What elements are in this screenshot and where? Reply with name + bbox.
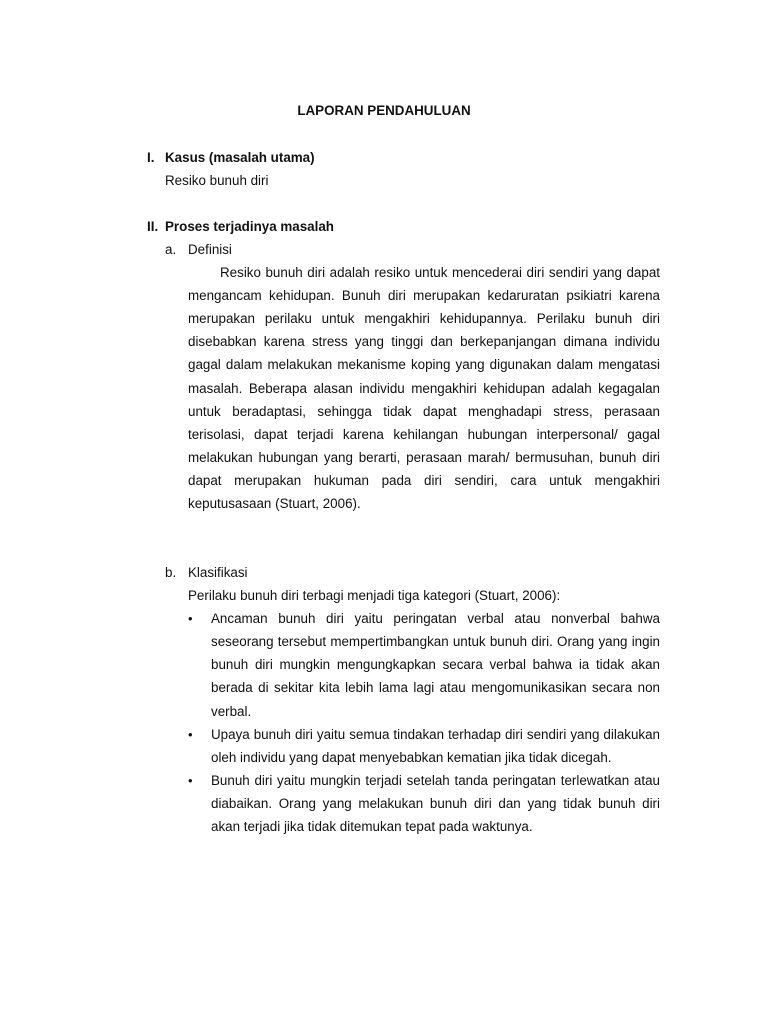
- document-title: LAPORAN PENDAHULUAN: [297, 103, 471, 118]
- bullet-icon: •: [188, 726, 193, 742]
- list-item-text: Upaya bunuh diri yaitu semua tindakan terhadap diri sendiri yang dilakukan oleh individu yang dapat menyebabkan kematian jika tidak dicegah.: [211, 726, 660, 765]
- subsection-heading: Klasifikasi: [188, 565, 248, 580]
- section-number: II.: [147, 219, 159, 234]
- section-heading: Kasus (masalah utama): [165, 150, 315, 165]
- list-item: [188, 769, 660, 838]
- classification-list: [188, 607, 660, 838]
- bullet-icon: •: [188, 611, 193, 627]
- list-item: [188, 723, 660, 769]
- subsection-heading-row: [165, 238, 660, 261]
- subsection-definisi: [165, 238, 660, 515]
- subsection-klasifikasi: [165, 561, 660, 838]
- section-kasus: [147, 148, 667, 191]
- subsection-letter: a.: [165, 242, 177, 257]
- section-heading-row: [147, 217, 667, 237]
- subsection-heading-row: [165, 561, 660, 584]
- list-item-text: Bunuh diri yaitu mungkin terjadi setelah tanda peringatan terlewatkan atau diabaikan. Orang yang melakukan bunuh diri dan yang tidak bunuh diri akan terjadi jika tidak ditemukan tepat pada waktunya.: [211, 772, 660, 835]
- classification-lead-text: Perilaku bunuh diri terbagi menjadi tiga kategori (Stuart, 2006):: [188, 588, 561, 604]
- subsection-heading: Definisi: [188, 242, 232, 257]
- list-item: [188, 607, 660, 722]
- section-proses: [147, 217, 667, 237]
- section-heading-row: [147, 148, 667, 168]
- definition-paragraph: Resiko bunuh diri adalah resiko untuk mencederai diri sendiri yang dapat mengancam kehidupan. Bunuh diri merupakan kedaruratan psikiatri karena merupakan perilaku untuk mengakhiri kehidupannya. Perilaku bunuh diri disebabkan karena stress yang tinggi dan berkepanjangan dimana individu gagal dalam melakukan mekanisme koping yang digunakan dalam mengatasi masalah. Beberapa alasan individu mengakhiri kehidupan adalah kegagalan untuk beradaptasi, sehingga tidak dapat menghadapi stress, perasaan terisolasi, dapat terjadi karena kehilangan hubungan interpersonal/ gagal melakukan hubungan yang berarti, perasaan marah/ bermusuhan, bunuh diri dapat merupakan hukuman pada diri sendiri, cara untuk mengakhiri keputusasaan (Stuart, 2006).: [188, 265, 660, 512]
- section-heading: Proses terjadinya masalah: [165, 219, 334, 234]
- list-item-text: Ancaman bunuh diri yaitu peringatan verbal atau nonverbal bahwa seseorang tersebut mempertimbangkan untuk bunuh diri. Orang yang ingin bunuh diri mungkin mengungkapkan secara verbal bahwa ia tidak akan berada di sekitar kita lebih lama lagi atau mengomunikasikan secara non verbal.: [211, 611, 660, 719]
- section-body-text: Resiko bunuh diri: [165, 173, 269, 188]
- subsection-letter: b.: [165, 565, 177, 580]
- section-number: I.: [147, 150, 155, 165]
- bullet-icon: •: [188, 772, 193, 788]
